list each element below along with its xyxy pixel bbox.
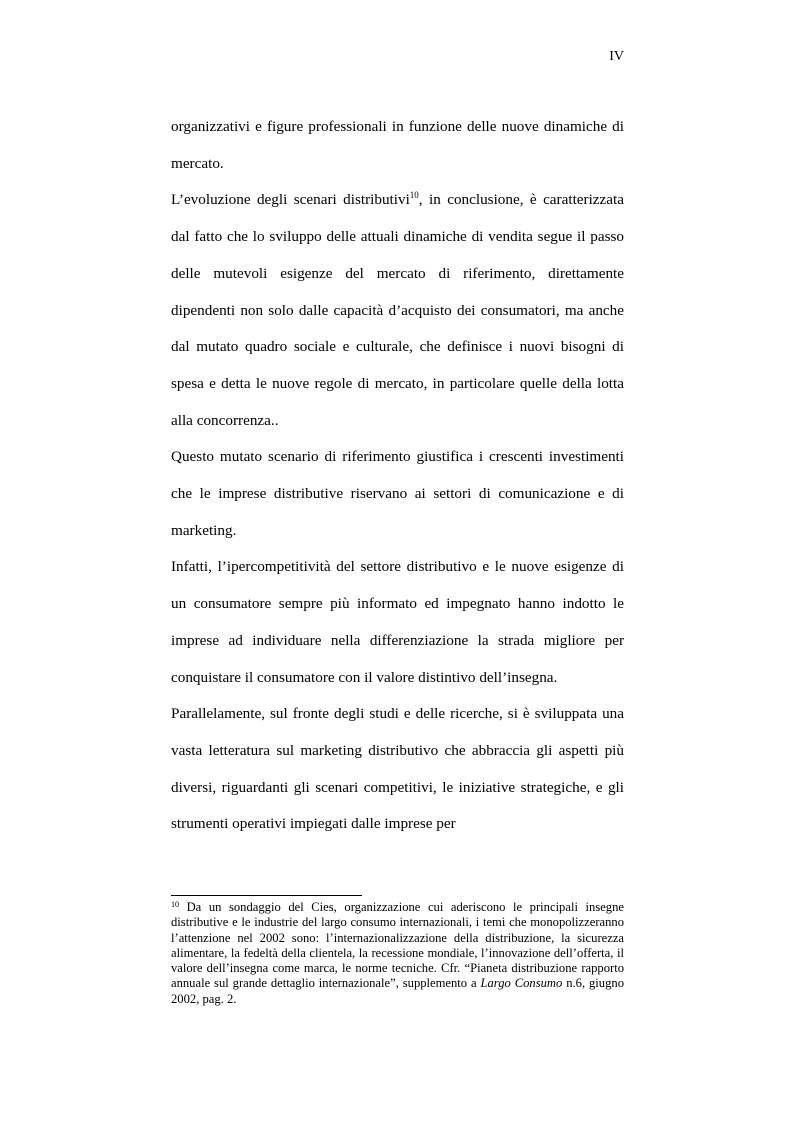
footnote	[171, 900, 624, 1007]
footnote-separator	[171, 895, 362, 896]
paragraph-2	[171, 182, 624, 439]
paragraph-3: Questo mutato scenario di riferimento giustifica i crescenti investimenti che le imprese distributive riservano ai settori di comunicazione e di marketing.	[171, 448, 624, 539]
footnote-reference[interactable]: 10	[409, 190, 419, 201]
footnote-source-tail: n.6, giugno 2002, pag. 2.	[171, 976, 624, 1006]
page-number: IV	[609, 49, 624, 64]
paragraph-1: organizzativi e figure professionali in funzione delle nuove dinamiche di mercato.	[171, 118, 624, 172]
footnote-text: Da un sondaggio del Cies, organizzazione cui aderiscono le principali insegne distributive e le industrie del largo consumo internazionali, i temi che monopolizzeranno l’attenzione nel 2002 sono: l’internazionalizzazione della distribuzione, la sicurezza alimentare, la fedeltà della clientela, la recessione mondiale, l’innovazione dell’offerta, il valore dell’insegna come marca, le norme tecniche. Cfr. “Pianeta distribuzione rapporto annuale sul grande dettaglio internazionale”, supplemento a	[171, 900, 624, 991]
paragraph-4: Infatti, l’ipercompetitività del settore distributivo e le nuove esigenze di un consumatore sempre più informato ed impegnato hanno indotto le imprese ad individuare nella differenziazione la strada migliore per conquistare il consumatore con il valore distintivo dell’insegna.	[171, 558, 624, 686]
body-text	[171, 109, 624, 843]
paragraph-5: Parallelamente, sul fronte degli studi e delle ricerche, si è sviluppata una vasta letteratura sul marketing distributivo che abbraccia gli aspetti più diversi, riguardanti gli scenari competitivi, le iniziative strategiche, e gli strumenti operativi impiegati dalle imprese per	[171, 705, 624, 833]
paragraph-2-lead: L’evoluzione degli scenari distributivi	[171, 191, 410, 209]
footnote-source-title: Largo Consumo	[480, 976, 563, 991]
footnote-marker: 10	[171, 900, 179, 909]
paragraph-2-rest: , in conclusione, è caratterizzata dal fatto che lo sviluppo delle attuali dinamiche di vendita segue il passo delle mutevoli esigenze del mercato di riferimento, direttamente dipendenti non solo dalle capacità d’acquisto dei consumatori, ma anche dal mutato quadro sociale e culturale, che definisce i nuovi bisogni di spesa e detta le nuove regole di mercato, in particolare quelle della lotta alla concorrenza..	[171, 191, 624, 429]
